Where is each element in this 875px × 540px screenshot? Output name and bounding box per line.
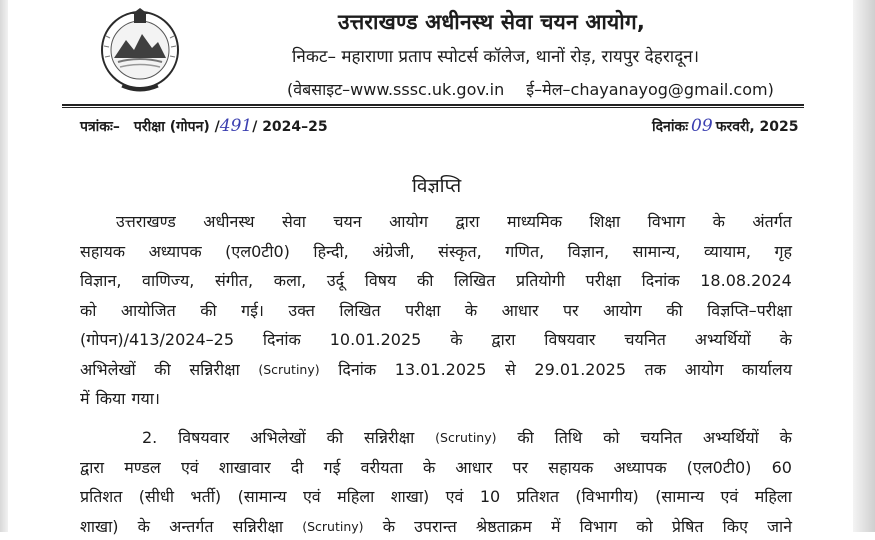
- paragraph-word: विज्ञान,: [80, 271, 122, 290]
- paragraph-word: गई: [323, 457, 341, 477]
- paragraph-word: अंतर्गत: [752, 212, 792, 231]
- paragraph-line: [80, 386, 160, 412]
- paragraph-word: (विभागीय): [575, 487, 639, 506]
- paragraph-word: (Scrutiny): [258, 361, 320, 377]
- paragraph-line: [80, 327, 792, 353]
- paragraph-word: गणित,: [505, 241, 545, 261]
- paragraph-word: दिनांक: [338, 359, 377, 379]
- paragraph-word: सन्निरीक्षा: [232, 516, 284, 536]
- paragraph-word: अध्यापक: [613, 457, 667, 477]
- paragraph-word: गया।: [131, 389, 160, 408]
- header-rule-thin: [62, 107, 804, 108]
- paragraph-word: की: [517, 428, 534, 447]
- handwritten-date-day: 09: [691, 116, 713, 136]
- paragraph-word: विभाग: [647, 212, 686, 231]
- paragraph-word: सन्निरीक्षा: [189, 359, 240, 379]
- notice-title: विज्ञप्ति: [412, 175, 462, 197]
- paragraph-word: उपरान्त: [414, 516, 457, 536]
- paragraph-word: सहायक: [80, 241, 126, 261]
- paragraph-word: आयोग: [603, 300, 642, 320]
- paragraph-word: उत्तराखण्ड: [116, 212, 176, 231]
- paragraph-word: को: [80, 300, 97, 320]
- paragraph-word: अंग्रेजी,: [372, 241, 415, 261]
- email-text: ई–मेल–chayanayog@gmail.com): [526, 80, 774, 99]
- paragraph-word: प्रतिशत: [80, 487, 123, 506]
- paragraph-word: सेवा: [281, 212, 306, 231]
- paragraph-word: सन्निरीक्षा: [363, 428, 415, 447]
- paragraph-word: 29.01.2025: [534, 359, 627, 379]
- paragraph-line: [116, 209, 792, 235]
- paragraph-line: [142, 425, 792, 451]
- paragraph-word: द्वारा: [80, 457, 105, 477]
- paragraph-word: 10: [479, 487, 501, 506]
- paragraph-word: शाखावार: [218, 457, 271, 477]
- paragraph-word: विषय: [364, 271, 397, 290]
- paragraph-word: शिक्षा: [589, 212, 621, 231]
- paragraph-line: [80, 298, 792, 324]
- paragraph-word: (सामान्य: [237, 487, 287, 506]
- paragraph-word: 60: [771, 457, 792, 477]
- paragraph-word: सामान्य,: [632, 241, 681, 261]
- date-label: दिनांकः: [652, 119, 689, 135]
- paragraph-word: मण्डल: [124, 457, 161, 477]
- paragraph-word: से: [504, 359, 516, 379]
- paragraph-word: के: [137, 516, 150, 536]
- reference-prefix: परीक्षा (गोपन) /: [133, 119, 220, 135]
- paragraph-word: प्रेषित: [671, 516, 704, 536]
- paragraph-word: को: [636, 516, 653, 536]
- paragraph-word: जाने: [767, 516, 792, 536]
- paragraph-word: की: [200, 300, 217, 320]
- paragraph-word: (Scrutiny): [435, 430, 497, 445]
- paragraph-word: आधार: [501, 300, 539, 320]
- paragraph-word: गई।: [241, 300, 264, 320]
- paragraph-word: व्यायाम,: [703, 241, 751, 261]
- paragraph-word: (एल0टी0): [225, 241, 290, 261]
- paragraph-word: अभ्यर्थियों: [702, 428, 759, 447]
- paragraph-word: सहायक: [548, 457, 594, 477]
- reference-suffix: / 2024–25: [252, 119, 328, 135]
- paragraph-word: गृह: [774, 241, 792, 261]
- paragraph-word: 18.08.2024: [700, 271, 792, 290]
- paragraph-line: [80, 239, 792, 265]
- paragraph-word: में: [80, 389, 90, 408]
- paragraph-word: अन्तर्गत: [169, 516, 214, 536]
- paragraph-word: चयनित: [624, 330, 666, 349]
- paragraph-word: (सामान्य: [655, 487, 705, 506]
- commission-emblem-icon: [92, 6, 188, 96]
- paragraph-word: के: [382, 516, 395, 536]
- paragraph-line: [80, 268, 792, 294]
- paragraph-word: की: [326, 428, 344, 447]
- paragraph-word: आयोग: [389, 212, 428, 231]
- paragraph-word: के: [422, 457, 436, 477]
- paragraph-word: की: [154, 359, 171, 379]
- issue-date: [652, 116, 799, 136]
- paragraph-word: एवं: [302, 487, 321, 506]
- paragraph-word: अभिलेखों: [250, 428, 306, 447]
- paragraph-word: पर: [562, 300, 579, 320]
- paragraph-word: के: [712, 212, 725, 231]
- paragraph-line: [80, 484, 792, 510]
- paragraph-word: विज्ञान,: [567, 241, 610, 261]
- organization-contact: [287, 78, 774, 100]
- paragraph-word: परीक्षा: [585, 271, 622, 290]
- reference-label: पत्रांकः–: [80, 119, 120, 135]
- paragraph-word: श्रेष्ठताक्रम: [475, 516, 532, 536]
- paragraph-word: परीक्षा: [405, 300, 441, 320]
- paragraph-word: 2.: [142, 428, 158, 447]
- paragraph-line: [80, 514, 792, 540]
- paragraph-word: आधार: [455, 457, 493, 477]
- paragraph-word: अभ्यर्थियों: [694, 330, 751, 349]
- paragraph-word: द्वारा: [455, 212, 480, 231]
- paragraph-word: पर: [512, 457, 529, 477]
- paragraph-word: के: [464, 300, 478, 320]
- website-text: (वेबसाइट–www.sssc.uk.gov.in: [287, 80, 505, 99]
- paragraph-word: एवं: [445, 487, 464, 506]
- paragraph-line: [80, 357, 792, 383]
- paragraph-word: तिथि: [554, 428, 583, 447]
- paragraph-word: अभिलेखों: [80, 359, 136, 379]
- paragraph-word: उक्त: [288, 300, 315, 320]
- page-left-edge: [0, 0, 8, 532]
- paragraph-word: प्रतिशत: [516, 487, 559, 506]
- paragraph-word: अधीनस्थ: [203, 212, 255, 231]
- paragraph-word: तक: [644, 359, 667, 379]
- paragraph-word: 13.01.2025: [394, 359, 487, 379]
- paragraph-word: दिनांक: [641, 271, 680, 290]
- paragraph-word: महिला: [337, 487, 375, 506]
- paragraph-word: की: [666, 300, 683, 320]
- paragraph-word: अध्यापक: [148, 241, 202, 261]
- paragraph-word: विभाग: [579, 516, 618, 536]
- paragraph-word: द्वारा: [491, 330, 516, 349]
- reference-number: [80, 116, 328, 136]
- paragraph-word: माध्यमिक: [507, 212, 563, 231]
- paragraph-word: दिनांक: [262, 330, 301, 349]
- paragraph-word: लिखित: [454, 271, 496, 290]
- paragraph-word: भर्ती): [190, 487, 222, 506]
- paragraph-line: [80, 455, 792, 481]
- paragraph-word: चयनित: [640, 428, 682, 447]
- paragraph-word: एवं: [180, 457, 199, 477]
- paragraph-word: के: [779, 330, 792, 349]
- paragraph-word: कला,: [273, 271, 307, 290]
- paragraph-word: दी: [290, 457, 304, 477]
- paragraph-word: के: [779, 428, 792, 447]
- paragraph-word: चयन: [333, 212, 362, 231]
- paragraph-word: आयोग: [684, 359, 724, 379]
- paragraph-word: शाखा): [390, 487, 430, 506]
- paragraph-word: शाखा): [80, 516, 119, 536]
- page-right-edge: [853, 0, 875, 532]
- paragraph-word: आयोजित: [120, 300, 176, 320]
- paragraph-word: महिला: [754, 487, 792, 506]
- paragraph-word: संस्कृत,: [438, 241, 482, 261]
- date-month-year: फरवरी, 2025: [715, 119, 799, 135]
- paragraph-word: उर्दू: [326, 271, 345, 290]
- paragraph-word: (Scrutiny): [302, 518, 364, 534]
- paragraph-word: वरीयता: [360, 457, 403, 477]
- paragraph-word: किया: [95, 389, 126, 408]
- paragraph-word: की: [416, 271, 434, 290]
- paragraph-word: (सीधी: [138, 487, 174, 506]
- paragraph-word: विषयवार: [544, 330, 596, 349]
- paragraph-word: विषयवार: [178, 428, 230, 447]
- paragraph-word: 10.01.2025: [329, 330, 422, 349]
- paragraph-word: में: [550, 516, 561, 536]
- paragraph-word: लिखित: [339, 300, 381, 320]
- header-rule: [62, 104, 804, 106]
- paragraph-word: विज्ञप्ति–परीक्षा: [707, 300, 792, 320]
- paragraph-word: वाणिज्य,: [142, 271, 195, 290]
- organization-address: निकट– महाराणा प्रताप स्पोटर्स कॉलेज, थानों रोड़, रायपुर देहरादून।: [292, 47, 700, 67]
- paragraph-word: किए: [722, 516, 748, 536]
- paragraph-word: के: [450, 330, 463, 349]
- paragraph-word: एवं: [720, 487, 739, 506]
- handwritten-reference-number: 491: [219, 116, 253, 136]
- paragraph-word: को: [603, 428, 620, 447]
- organization-name: उत्तराखण्ड अधीनस्थ सेवा चयन आयोग,: [338, 10, 646, 34]
- paragraph-word: हिन्दी,: [313, 241, 349, 261]
- paragraph-word: प्रतियोगी: [516, 271, 565, 290]
- paragraph-word: (एल0टी0): [686, 457, 752, 477]
- paragraph-word: संगीत,: [214, 271, 254, 290]
- paragraph-word: कार्यालय: [742, 359, 792, 379]
- paragraph-word: (गोपन)/413/2024–25: [80, 330, 235, 349]
